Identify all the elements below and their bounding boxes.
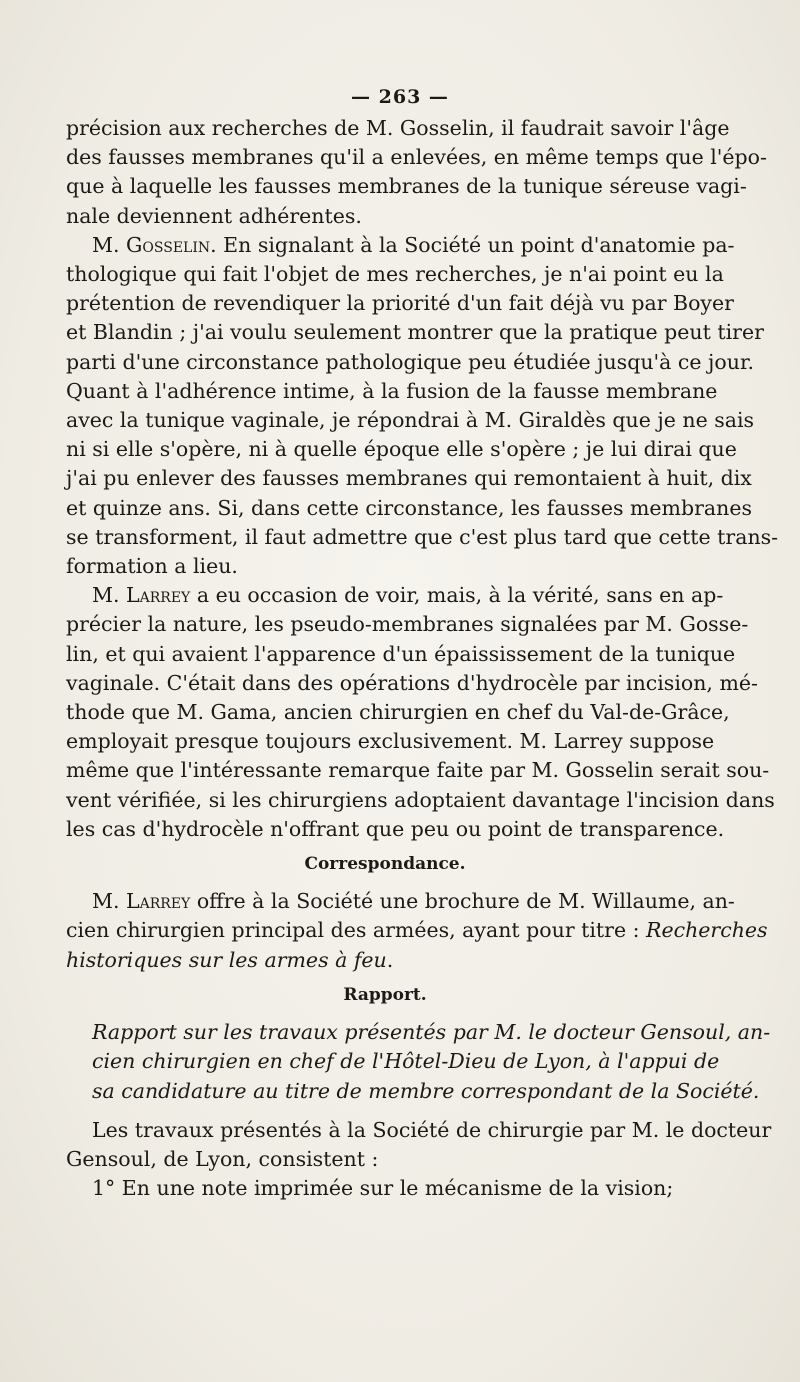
text-line bbox=[66, 231, 735, 260]
section-heading-correspondance: Correspondance. bbox=[304, 854, 466, 875]
paragraph-correspondance bbox=[66, 887, 768, 975]
line-end: . bbox=[386, 947, 394, 972]
text-line: Les travaux présentés à la Société de chirurgie par M. le docteur bbox=[92, 1117, 772, 1142]
text-line: ni si elle s'opère, ni à quelle époque elle s'opère ; je lui dirai que bbox=[66, 437, 737, 462]
paragraph-gosselin bbox=[66, 231, 779, 581]
text-line: que à laquelle les fausses membranes de la tunique séreuse vagi- bbox=[66, 174, 747, 199]
book-title-part: historiques sur les armes à feu bbox=[66, 947, 387, 972]
text-line: et quinze ans. Si, dans cette circonstance, les fausses membranes bbox=[66, 495, 752, 520]
speaker-name: Larrey bbox=[126, 583, 191, 608]
text-line: précision aux recherches de M. Gosselin, il faudrait savoir l'âge bbox=[66, 116, 730, 140]
text-line: vaginale. C'était dans des opérations d'hydrocèle par incision, mé- bbox=[66, 670, 758, 695]
text-line bbox=[66, 946, 704, 975]
report-title bbox=[66, 1018, 771, 1106]
paragraph-1 bbox=[66, 114, 767, 231]
text-line bbox=[66, 581, 724, 610]
text-line: vent vérifiée, si les chirurgiens adoptaient davantage l'incision dans bbox=[66, 787, 775, 812]
speaker-prefix: M. bbox=[92, 583, 127, 608]
line-text: cien chirurgien principal des armées, ayant pour titre : bbox=[66, 918, 647, 943]
line-rest: offre à la Société une brochure de M. Willaume, an- bbox=[190, 889, 735, 914]
text-line: thologique qui fait l'objet de mes recherches, je n'ai point eu la bbox=[66, 262, 724, 287]
text-line: parti d'une circonstance pathologique peu étudiée jusqu'à ce jour. bbox=[66, 349, 755, 374]
text-line: Quant à l'adhérence intime, à la fusion de la fausse membrane bbox=[66, 378, 718, 403]
text-line: thode que M. Gama, ancien chirurgien en chef du Val-de-Grâce, bbox=[66, 700, 730, 725]
text-line: et Blandin ; j'ai voulu seulement montrer que la pratique peut tirer bbox=[66, 320, 764, 345]
text-line: les cas d'hydrocèle n'offrant que peu ou point de transparence. bbox=[66, 816, 725, 841]
text-line bbox=[66, 887, 735, 916]
text-line: même que l'intéressante remarque faite par M. Gosselin serait sou- bbox=[66, 758, 770, 783]
text-line: Rapport sur les travaux présentés par M. le docteur Gensoul, an- bbox=[92, 1020, 771, 1045]
page-number: — 263 — bbox=[351, 86, 449, 108]
section-heading-rapport: Rapport. bbox=[343, 984, 427, 1005]
text-line: Gensoul, de Lyon, consistent : bbox=[66, 1146, 379, 1171]
paragraph-report-body bbox=[66, 1116, 772, 1204]
text-line: formation a lieu. bbox=[66, 554, 238, 579]
text-line: 1° En une note imprimée sur le mécanisme de la vision; bbox=[92, 1176, 674, 1201]
speaker-prefix: M. bbox=[92, 889, 127, 914]
text-line: sa candidature au titre de membre correspondant de la Société. bbox=[92, 1078, 760, 1103]
line-rest: En signalant à la Société un point d'anatomie pa- bbox=[216, 232, 735, 257]
text-line: précier la nature, les pseudo-membranes signalées par M. Gosse- bbox=[66, 612, 749, 637]
text-line: j'ai pu enlever des fausses membranes qui remontaient à huit, dix bbox=[66, 466, 752, 491]
line-rest: a eu occasion de voir, mais, à la vérité, sans en ap- bbox=[190, 583, 724, 608]
text-line: avec la tunique vaginale, je répondrai à M. Giraldès que je ne sais bbox=[66, 408, 755, 433]
speaker-name: Larrey bbox=[126, 889, 191, 914]
page-body bbox=[66, 114, 779, 1203]
text-line: des fausses membranes qu'il a enlevées, en même temps que l'épo- bbox=[66, 145, 767, 170]
text-line: prétention de revendiquer la priorité d'un fait déjà vu par Boyer bbox=[66, 291, 734, 316]
text-line: cien chirurgien en chef de l'Hôtel-Dieu de Lyon, à l'appui de bbox=[92, 1049, 720, 1074]
book-title-part: Recherches bbox=[646, 918, 768, 943]
speaker-name: Gosselin. bbox=[126, 232, 217, 257]
text-line: se transforment, il faut admettre que c'est plus tard que cette trans- bbox=[66, 524, 779, 549]
text-line bbox=[66, 916, 768, 945]
speaker-prefix: M. bbox=[92, 232, 127, 257]
text-line: employait presque toujours exclusivement. M. Larrey suppose bbox=[66, 729, 715, 754]
paragraph-larrey bbox=[66, 581, 775, 844]
text-line: lin, et qui avaient l'apparence d'un épaississement de la tunique bbox=[66, 641, 736, 666]
text-line: nale deviennent adhérentes. bbox=[66, 203, 362, 228]
